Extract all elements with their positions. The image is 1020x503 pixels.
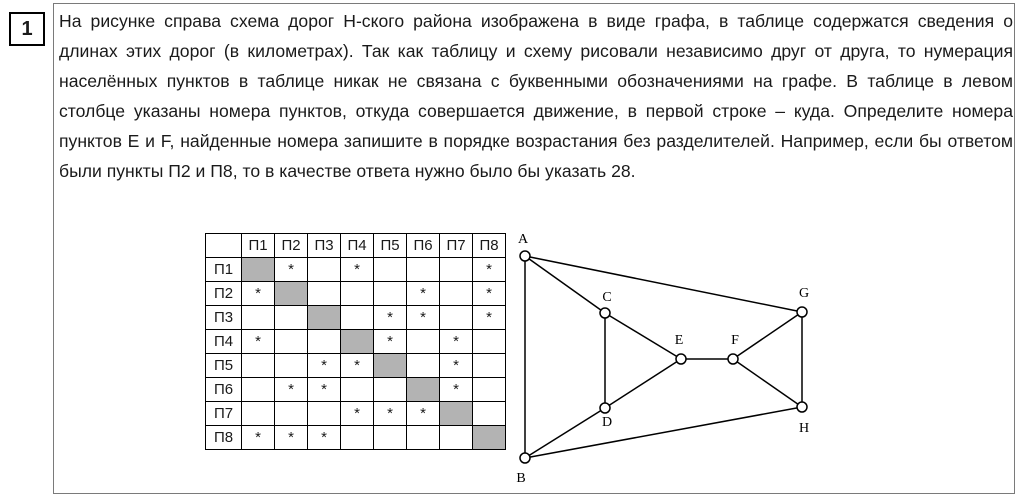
table-cell — [242, 378, 275, 402]
table-cell: * — [308, 354, 341, 378]
table-row — [206, 354, 506, 378]
graph-node-g — [797, 307, 807, 317]
table-cell — [440, 282, 473, 306]
table-cell — [407, 330, 440, 354]
graph-node-b — [520, 453, 530, 463]
table-col-header: П3 — [308, 234, 341, 258]
table-cell — [440, 258, 473, 282]
table-cell — [407, 354, 440, 378]
table-diagonal-cell — [407, 378, 440, 402]
graph-node-label-f: F — [731, 333, 739, 348]
table-cell — [374, 258, 407, 282]
graph-node-label-d: D — [601, 415, 613, 430]
table-row — [206, 378, 506, 402]
graph-node-h — [797, 402, 807, 412]
table-cell: * — [473, 306, 506, 330]
table-cell — [275, 306, 308, 330]
table-cell: * — [374, 402, 407, 426]
table-cell: * — [242, 426, 275, 450]
table-cell: * — [440, 354, 473, 378]
task-number-box — [9, 12, 45, 46]
table-cell: * — [473, 282, 506, 306]
table-diagonal-cell — [440, 402, 473, 426]
graph-node-label-g: G — [798, 286, 810, 301]
table-cell — [374, 378, 407, 402]
table-cell: * — [341, 258, 374, 282]
table-cell — [308, 258, 341, 282]
graph-node-label-b: B — [516, 471, 526, 486]
table-diagonal-cell — [275, 282, 308, 306]
table-cell: * — [308, 426, 341, 450]
table-cell — [341, 426, 374, 450]
table-cell — [407, 258, 440, 282]
table-cell: * — [407, 282, 440, 306]
graph-node-f — [728, 354, 738, 364]
table-cell — [374, 282, 407, 306]
table-col-header: П4 — [341, 234, 374, 258]
table-row — [206, 306, 506, 330]
table-cell: * — [407, 402, 440, 426]
road-graph — [505, 228, 825, 493]
graph-node-a — [520, 251, 530, 261]
table-cell — [275, 330, 308, 354]
table-cell — [242, 354, 275, 378]
table-cell: * — [242, 330, 275, 354]
graph-node-label-e: E — [674, 333, 684, 348]
table-cell — [341, 282, 374, 306]
table-cell: * — [374, 306, 407, 330]
graph-node-label-a: A — [517, 232, 529, 247]
table-row — [206, 426, 506, 450]
table-corner-cell — [206, 234, 242, 258]
table-diagonal-cell — [308, 306, 341, 330]
table-cell: * — [341, 354, 374, 378]
table-cell: * — [440, 330, 473, 354]
task-number: 1 — [21, 17, 33, 40]
table-diagonal-cell — [473, 426, 506, 450]
table-cell — [374, 426, 407, 450]
table-row-header: П4 — [206, 330, 242, 354]
table-cell — [275, 354, 308, 378]
table-cell: * — [308, 378, 341, 402]
graph-edge-a-g — [525, 256, 802, 312]
table-col-header: П5 — [374, 234, 407, 258]
table-col-header: П7 — [440, 234, 473, 258]
table-cell: * — [440, 378, 473, 402]
table-diagonal-cell — [242, 258, 275, 282]
table-row — [206, 402, 506, 426]
table-cell — [473, 378, 506, 402]
table-cell — [308, 330, 341, 354]
table-cell: * — [242, 282, 275, 306]
table-diagonal-cell — [341, 330, 374, 354]
graph-node-e — [676, 354, 686, 364]
table-row-header: П2 — [206, 282, 242, 306]
table-cell: * — [341, 402, 374, 426]
graph-edge-f-g — [733, 312, 802, 359]
table-cell — [473, 402, 506, 426]
graph-node-d — [600, 403, 610, 413]
table-row — [206, 258, 506, 282]
table-cell — [308, 282, 341, 306]
table-row — [206, 330, 506, 354]
table-cell — [341, 306, 374, 330]
table-cell — [275, 402, 308, 426]
table-cell: * — [275, 258, 308, 282]
table-row — [206, 282, 506, 306]
table-cell — [440, 306, 473, 330]
graph-node-label-h: H — [798, 421, 810, 436]
table-col-header: П8 — [473, 234, 506, 258]
table-cell — [242, 402, 275, 426]
table-row-header: П3 — [206, 306, 242, 330]
table-cell — [308, 402, 341, 426]
task-text: На рисунке справа схема дорог Н-ского района изображена в виде графа, в таблице содержатся сведения о длинах этих дорог (в километрах). Так как таблицу и схему рисовали независимо друг от друга, то нумерация населённых пунктов в таблице никак не связана с буквенными обозначениями на графе. В таблице в левом столбце указаны номера пунктов, откуда совершается движение, в первой строке – куда. Определите номера пунктов E и F, найденные номера запишите в порядке возрастания без разделителей. Например, если бы ответом были пункты П2 и П8, то в качестве ответа нужно было бы указать 28. — [59, 11, 1013, 181]
table-cell: * — [275, 378, 308, 402]
table-row-header: П8 — [206, 426, 242, 450]
table-row-header: П6 — [206, 378, 242, 402]
graph-edge-c-e — [605, 313, 681, 359]
table-cell — [242, 306, 275, 330]
table-row-header: П7 — [206, 402, 242, 426]
table-cell — [473, 354, 506, 378]
table-col-header: П6 — [407, 234, 440, 258]
table-cell — [473, 330, 506, 354]
table-cell: * — [407, 306, 440, 330]
table-col-header: П2 — [275, 234, 308, 258]
table-cell: * — [374, 330, 407, 354]
table-cell: * — [275, 426, 308, 450]
table-cell — [440, 426, 473, 450]
table-diagonal-cell — [374, 354, 407, 378]
graph-edge-d-e — [605, 359, 681, 408]
adjacency-table — [205, 233, 506, 450]
table-header-row — [206, 234, 506, 258]
table-cell: * — [473, 258, 506, 282]
graph-node-c — [600, 308, 610, 318]
table-row-header: П5 — [206, 354, 242, 378]
graph-edge-f-h — [733, 359, 802, 407]
table-cell — [407, 426, 440, 450]
table-col-header: П1 — [242, 234, 275, 258]
graph-node-label-c: C — [602, 290, 612, 305]
table-row-header: П1 — [206, 258, 242, 282]
table-cell — [341, 378, 374, 402]
